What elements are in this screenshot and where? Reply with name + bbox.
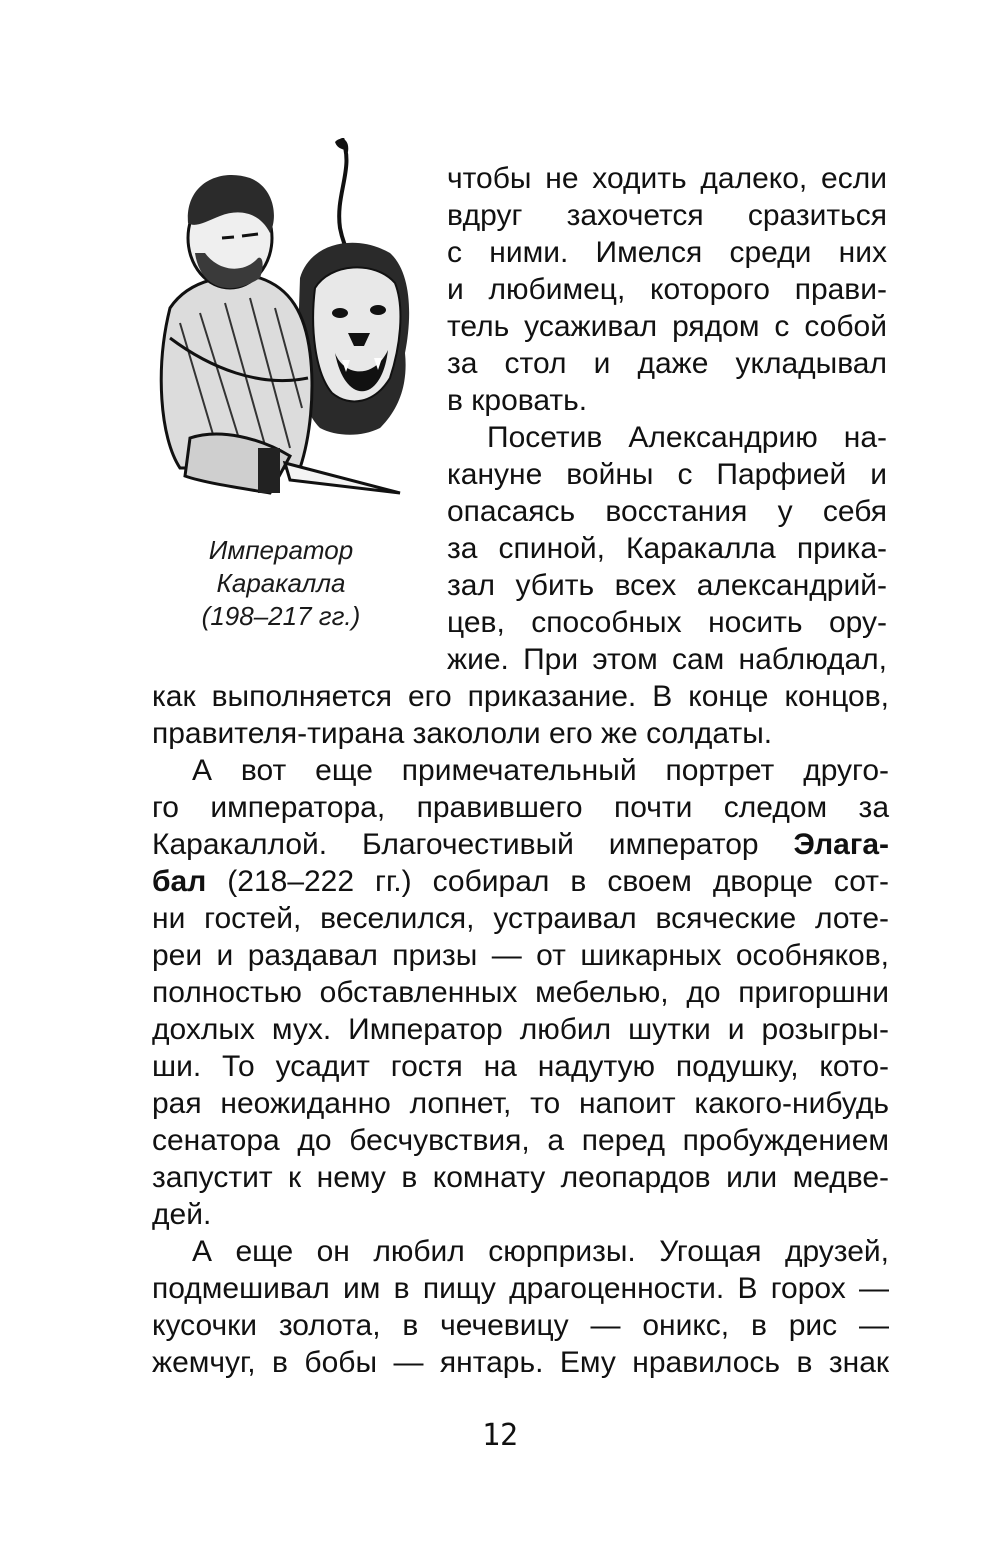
paragraph-start: А вот еще примечательный портрет друго- [192,754,889,787]
text-line: за стол и даже укладывал [447,347,887,380]
caracalla-lion-illustration [150,138,410,518]
text-line [152,826,889,863]
caption-line-name: Каракалла [216,568,346,598]
text-line: жие. При этом сам наблюдал, [447,643,887,676]
text-line: го императора, правившего почти следом за [152,791,889,824]
text-line: цев, способных носить ору- [447,606,887,639]
text-line: в кровать. [447,384,588,417]
text-line: жемчуг, в бобы — янтарь. Ему нравилось в знак [152,1346,889,1379]
page-number: 12 [481,1418,519,1453]
text-span: Каракаллой. Благочестивый император [152,828,794,861]
caption-line-title: Император [208,535,354,565]
text-line: ни гостей, веселился, устраивал всяческие лоте- [152,902,889,935]
text-line: с ними. Имелся среди них [447,236,887,269]
paragraph-start: А еще он любил сюрпризы. Угощая друзей, [192,1235,889,1268]
text-line: тель усаживал рядом с собой [447,310,887,343]
text-line: кануне войны с Парфией и [447,458,887,491]
text-line: кусочки золота, в чечевицу — оникс, в рис — [152,1309,889,1342]
text-line: запустит к нему в комнату леопардов или медве- [152,1161,889,1194]
text-line: сенатора до бесчувствия, а перед пробуждением [152,1124,889,1157]
text-line: опасаясь восстания у себя [447,495,887,528]
text-line: полностью обставленных мебелью, до пригоршни [152,976,889,1009]
paragraph-start: Посетив Александрию на- [487,421,887,454]
text-line: правителя-тирана закололи его же солдаты. [152,717,773,750]
text-line: за спиной, Каракалла прика- [447,532,887,565]
text-line: зал убить всех александрий- [447,569,887,602]
portrait-drawing [150,138,410,518]
text-line: дей. [152,1198,212,1231]
text-line: реи и раздавал призы — от шикарных особняков, [152,939,889,972]
text-line: дохлых мух. Император любил шутки и розыгры- [152,1013,889,1046]
text-line: ши. То усадит гостя на надутую подушку, кото- [152,1050,889,1083]
emphasized-name: Элага- [793,828,889,861]
caption-line-years: (198–217 гг.) [201,601,361,631]
text-line: вдруг захочется сразиться [447,199,887,232]
text-span: (218–222 гг.) собирал в своем дворце сот- [206,865,889,898]
text-line: как выполняется его приказание. В конце концов, [152,680,889,713]
text-line: подмешивал им в пищу драгоценности. В горох — [152,1272,889,1305]
text-line: и любимец, которого прави- [447,273,887,306]
text-line [152,863,889,900]
text-line: рая неожиданно лопнет, то напоит какого-нибудь [152,1087,889,1120]
text-line: чтобы не ходить далеко, если [447,162,887,195]
illustration-caption [150,534,412,633]
emphasized-name: бал [152,865,207,898]
